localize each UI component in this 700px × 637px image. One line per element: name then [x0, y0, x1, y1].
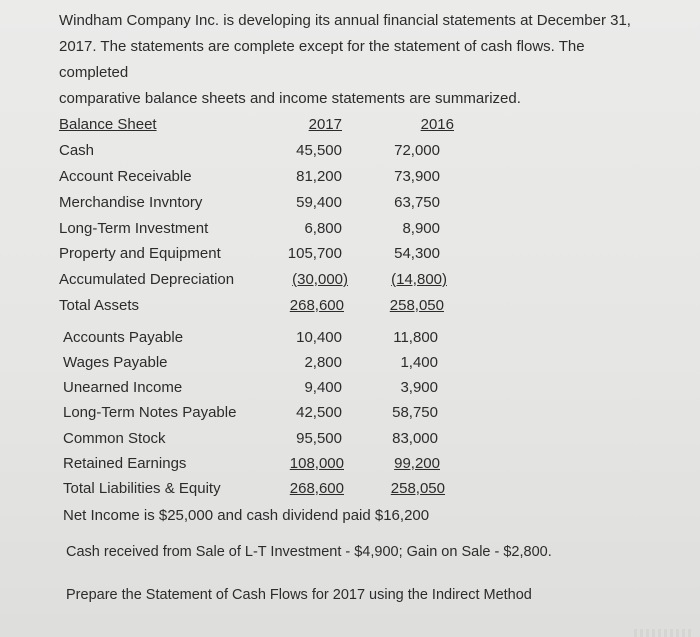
- value-2016: 63,750: [394, 194, 440, 211]
- table-row: [0, 352, 700, 374]
- value-2016: 72,000: [394, 142, 440, 159]
- value-2016: 8,900: [402, 220, 440, 237]
- table-row: [0, 402, 700, 424]
- value-2016: 83,000: [392, 430, 438, 447]
- table-row: [0, 269, 700, 291]
- value-2016: 73,900: [394, 168, 440, 185]
- row-label: Retained Earnings: [63, 455, 187, 472]
- value-2016: (14,800): [391, 271, 447, 288]
- balance-sheet-heading: Balance Sheet: [59, 116, 157, 133]
- value-2017: 45,500: [296, 142, 342, 159]
- value-2017: 59,400: [296, 194, 342, 211]
- table-row: [0, 295, 700, 317]
- value-2017: 268,600: [289, 297, 344, 314]
- table-row: [0, 377, 700, 399]
- value-2017: 42,500: [296, 404, 342, 421]
- row-label: Unearned Income: [63, 379, 183, 396]
- value-2016: 58,750: [392, 404, 438, 421]
- row-label: Long-Term Notes Payable: [63, 404, 237, 421]
- value-2017: 10,400: [296, 329, 342, 346]
- table-row: [0, 428, 700, 450]
- value-2016: 99,200: [394, 455, 440, 472]
- row-label: Cash: [59, 142, 95, 159]
- intro-line-4: comparative balance sheets and income statements are summarized.: [59, 90, 521, 107]
- sale-investment-note: Cash received from Sale of L-T Investment - $4,900; Gain on Sale - $2,800.: [66, 544, 552, 560]
- value-2017: 108,000: [289, 455, 344, 472]
- instruction-note: Prepare the Statement of Cash Flows for 2017 using the Indirect Method: [66, 587, 532, 603]
- row-label: Long-Term Investment: [59, 220, 209, 237]
- column-header-2016: 2016: [420, 116, 454, 133]
- value-2017: 95,500: [296, 430, 342, 447]
- row-label: Property and Equipment: [59, 245, 221, 262]
- column-header-2017: 2017: [308, 116, 342, 133]
- table-row: [0, 166, 700, 188]
- row-label: Total Liabilities & Equity: [63, 480, 221, 497]
- table-row: [0, 218, 700, 240]
- problem-intro: [59, 8, 659, 112]
- intro-line-3: completed: [59, 64, 129, 81]
- photo-edge-artifact: [634, 629, 694, 637]
- table-row: [0, 243, 700, 265]
- balance-sheet-header: [0, 114, 700, 136]
- value-2017: 268,600: [289, 480, 344, 497]
- value-2016: 11,800: [393, 329, 438, 346]
- table-row: [0, 453, 700, 475]
- table-row: [0, 140, 700, 162]
- value-2016: 258,050: [389, 297, 444, 314]
- value-2016: 258,050: [390, 480, 445, 497]
- value-2017: 9,400: [304, 379, 342, 396]
- table-row: [0, 192, 700, 214]
- value-2016: 54,300: [394, 245, 440, 262]
- row-label: Wages Payable: [63, 354, 168, 371]
- row-label: Accumulated Depreciation: [59, 271, 235, 288]
- intro-line-2: 2017. The statements are complete except for the statement of cash flows. The: [59, 38, 585, 55]
- net-income-note: Net Income is $25,000 and cash dividend paid $16,200: [63, 507, 430, 524]
- row-label: Accounts Payable: [63, 329, 184, 346]
- row-label: Total Assets: [59, 297, 140, 314]
- table-row: [0, 478, 700, 500]
- row-label: Merchandise Invntory: [59, 194, 203, 211]
- row-label: Common Stock: [63, 430, 166, 447]
- intro-line-1: Windham Company Inc. is developing its annual financial statements at December 31,: [59, 12, 631, 29]
- value-2016: 1,400: [400, 354, 438, 371]
- value-2017: 105,700: [287, 245, 342, 262]
- value-2016: 3,900: [400, 379, 438, 396]
- value-2017: 2,800: [304, 354, 342, 371]
- value-2017: 6,800: [304, 220, 342, 237]
- table-row: [0, 327, 700, 349]
- value-2017: 81,200: [296, 168, 342, 185]
- value-2017: (30,000): [292, 271, 348, 288]
- row-label: Account Receivable: [59, 168, 192, 185]
